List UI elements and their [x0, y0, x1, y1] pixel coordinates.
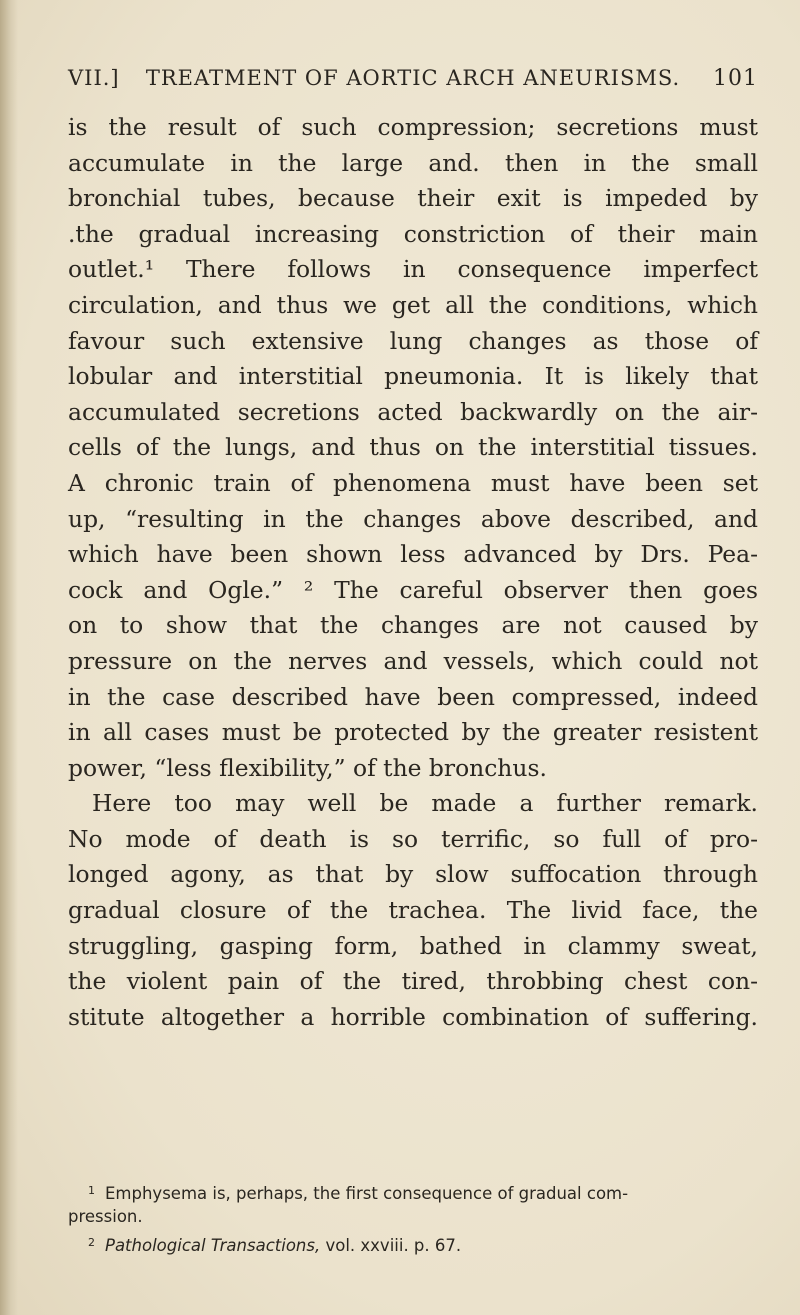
- text-line: stitute altogether a horrible combination of suffering.: [68, 1002, 758, 1031]
- footnote-citation: vol. xxviii. p. 67.: [320, 1236, 462, 1255]
- text-line: the violent pain of the tired, throbbing chest con-: [68, 967, 758, 996]
- text-line: outlet.¹ There follows in consequence imperfect: [68, 255, 758, 284]
- footnote-text: Emphysema is, perhaps, the first consequence of gradual com-: [105, 1184, 629, 1203]
- footnotes: [68, 1178, 758, 1256]
- footnote-2: [68, 1230, 758, 1256]
- footnote-marker: 1: [88, 1184, 95, 1197]
- running-title: TREATMENT OF AORTIC ARCH ANEURISMS.: [145, 66, 681, 90]
- footnote-1: [68, 1178, 758, 1204]
- text-line: which have been shown less advanced by Drs. Pea-: [68, 540, 758, 569]
- text-line: on to show that the changes are not caused by: [68, 611, 758, 640]
- text-line: struggling, gasping form, bathed in clammy sweat,: [68, 931, 758, 960]
- text-line: cock and Ogle.” ² The careful observer then goes: [68, 575, 758, 604]
- footnote-journal-title: Pathological Transactions,: [105, 1236, 321, 1255]
- text-line: No mode of death is so terrific, so full of pro-: [68, 824, 758, 853]
- text-line: pressure on the nerves and vessels, which could not: [68, 646, 758, 675]
- text-line: cells of the lungs, and thus on the interstitial tissues.: [68, 433, 758, 462]
- text-line: .the gradual increasing constriction of their main: [68, 219, 758, 248]
- text-line: gradual closure of the trachea. The livid face, the: [68, 896, 758, 925]
- text-line: accumulated secretions acted backwardly on the air-: [68, 397, 758, 426]
- text-line: in all cases must be protected by the greater resistent: [68, 718, 758, 747]
- footnote-1-continued: pression.: [68, 1207, 143, 1226]
- running-header: [68, 66, 758, 96]
- text-line: up, “resulting in the changes above described, and: [68, 504, 758, 533]
- text-line: longed agony, as that by slow suffocation through: [68, 860, 758, 889]
- page-spine-shadow: [0, 0, 18, 1315]
- text-line: lobular and interstitial pneumonia. It is likely that: [68, 362, 758, 391]
- footnote-marker: 2: [88, 1236, 95, 1249]
- text-line: in the case described have been compressed, indeed: [68, 682, 758, 711]
- text-line: circulation, and thus we get all the conditions, which: [68, 290, 758, 319]
- page-number: 101: [713, 66, 758, 91]
- paragraph-start-line: Here too may well be made a further remark.: [92, 789, 758, 818]
- body-text: [68, 110, 758, 1035]
- text-line: A chronic train of phenomena must have been set: [68, 468, 758, 497]
- text-line: power, “less flexibility,” of the bronchus.: [68, 753, 547, 782]
- text-line: accumulate in the large and. then in the small: [68, 148, 758, 177]
- chapter-marker: VII.]: [68, 66, 120, 90]
- text-line: bronchial tubes, because their exit is impeded by: [68, 184, 758, 213]
- text-line: favour such extensive lung changes as those of: [68, 326, 758, 355]
- text-line: is the result of such compression; secretions must: [68, 113, 758, 141]
